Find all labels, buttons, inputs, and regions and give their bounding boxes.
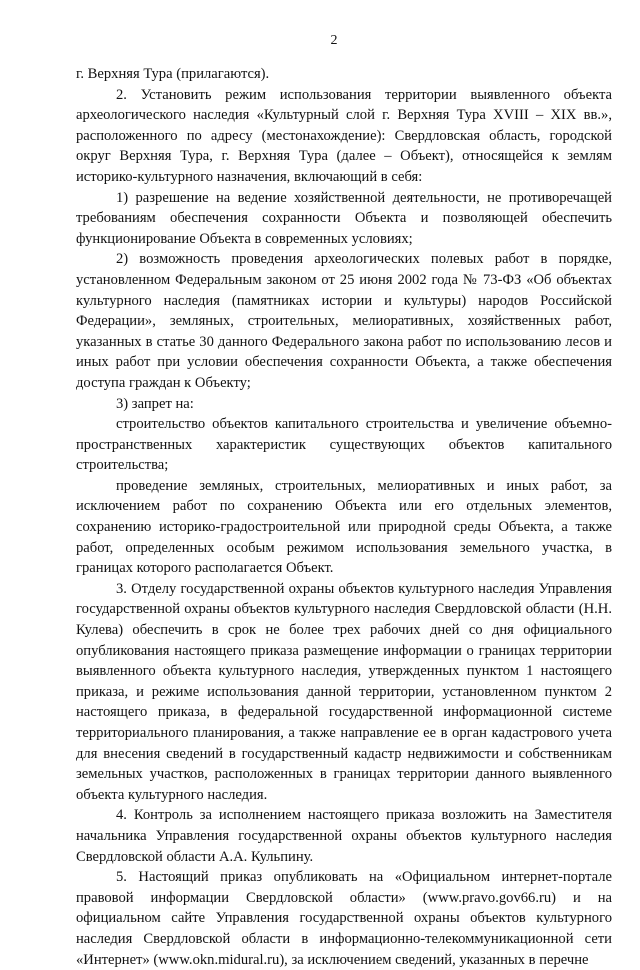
paragraph-subitem-2: 2) возможность проведения археологических полевых работ в порядке, установленном Федеральным законом от 25 июня 2002 года № 73-ФЗ «Об объектах культурного наследия (памятниках истории и культуры) народов Российской Федерации», земляных, строительных, мелиоративных, хозяйственных работ, указанных в статье 30 данного Федерального закона работ по использованию лесов и иных работ при условии обеспечения сохранности Объекта, а также обеспечения доступа граждан к Объекту; (76, 251, 612, 391)
paragraph-item-4: 4. Контроль за исполнением настоящего приказа возложить на Заместителя начальника Управления государственной охраны объектов культурного наследия Свердловской области А.А. Кульпину. (76, 807, 612, 865)
paragraph-continuation: г. Верхняя Тура (прилагаются). (76, 66, 270, 82)
paragraph-prohibition-construction: строительство объектов капитального строительства и увеличение объемно-пространственных характеристик существующих объектов капитального строительства; (76, 416, 612, 474)
paragraph-item-3: 3. Отделу государственной охраны объектов культурного наследия Управления государственной охраны объектов культурного наследия Свердловской области (Н.Н. Кулева) обеспечить в срок не более трех рабочих дней со дня официального опубликования настоящего приказа размещение информации о границах территории выявленного объекта культурного наследия, утвержденных пунктом 1 настоящего приказа, и режиме использования данной территории, установленном пунктом 2 настоящего приказа, в федеральной государственной информационной системе территориального планирования, а также направление ее в орган кадастрового учета для внесения сведений в государственный кадастр недвижимости и собственникам земельных участков, расположенных в границах территории данного выявленного объекта культурного наследия. (76, 580, 612, 803)
paragraph-subitem-1: 1) разрешение на ведение хозяйственной деятельности, не противоречащей требованиям обеспечения сохранности Объекта и позволяющей обеспечить функционирование Объекта в современных условиях; (76, 189, 612, 247)
paragraph-subitem-3: 3) запрет на: (116, 395, 194, 412)
paragraph-item-2: 2. Установить режим использования территории выявленного объекта археологического наследия «Культурный слой г. Верхняя Тура XVIII – XIX вв.», расположенного по адресу (местонахождение): Свердловская область, городской округ Верхняя Тура, г. Верхняя Тура (далее – Объект), относящейся к землям историко-культурного назначения, включающий в себя: (76, 86, 612, 185)
document-body (76, 64, 612, 970)
page-number: 2 (330, 33, 338, 48)
paragraph-item-5: 5. Настоящий приказ опубликовать на «Официальном интернет-портале правовой информации Свердловской области» (www.pravo.gov66.ru) и на официальном сайте Управления государственной охраны объектов культурного наследия Свердловской области в информационно-телекоммуникационной сети «Интернет» (www.okn.midural.ru), за исключением сведений, указанных в перечне (76, 869, 612, 968)
paragraph-prohibition-works: проведение земляных, строительных, мелиоративных и иных работ, за исключением работ по сохранению Объекта или его отдельных элементов, сохранению историко-градостроительной или природной среды Объекта, а также работ, определенных особым режимом использования земельного участка, в границах которого располагается Объект. (76, 477, 612, 577)
